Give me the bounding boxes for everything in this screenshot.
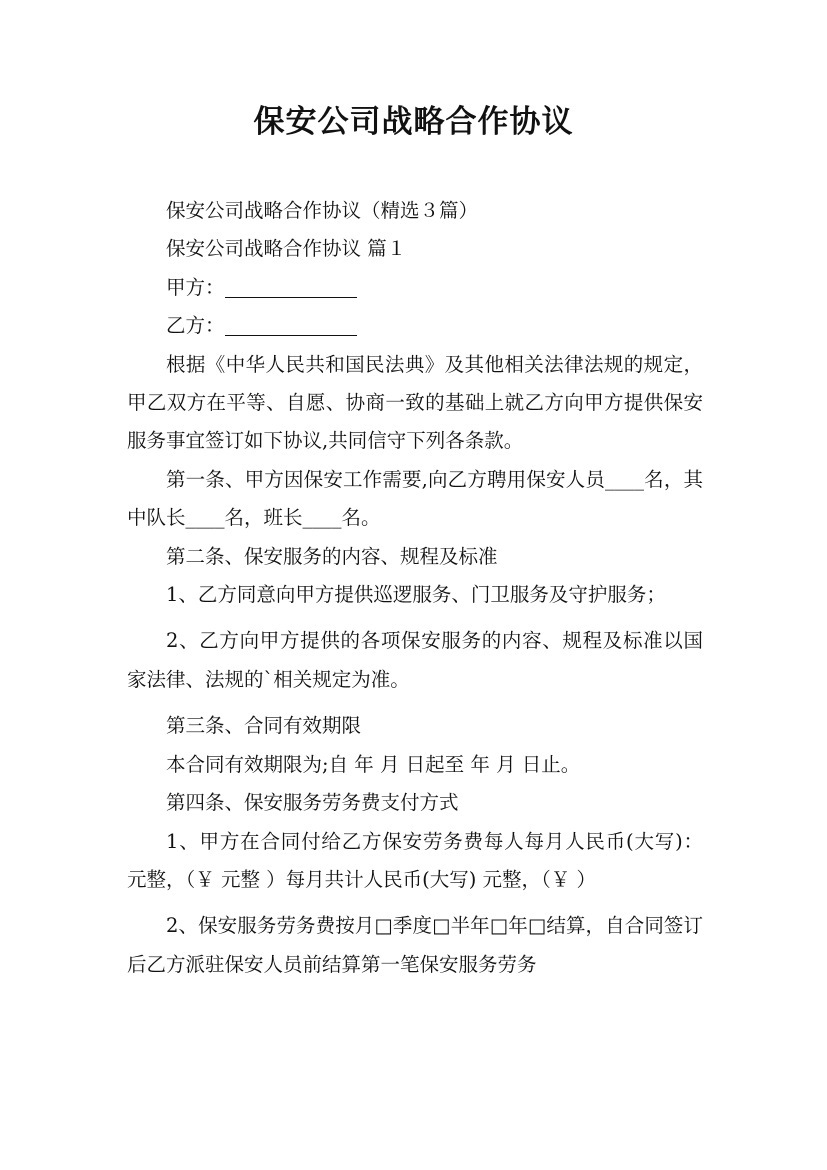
- spacer: [127, 699, 703, 707]
- paragraph-article-3-body: 本合同有效期限为;自 年 月 日起至 年 月 日止。: [166, 752, 581, 776]
- paragraph-article-3-heading: 第三条、合同有效期限: [166, 714, 362, 738]
- paragraph-article-4-item-2: 2、保安服务劳务费按月□季度□半年□年□结算，自合同签订后乙方派驻保安人员前结算第一笔保安服务劳务: [127, 914, 703, 976]
- paragraph-article-heading: 保安公司战略合作协议 篇１: [166, 237, 407, 261]
- party-b-blank: [225, 317, 357, 336]
- paragraph-article-4-heading: 第四条、保安服务劳务费支付方式: [166, 791, 459, 815]
- spacer: [127, 899, 703, 907]
- paragraph-subtitle: 保安公司战略合作协议（精选３篇）: [166, 199, 479, 222]
- paragraph-preamble: 根据《中华人民共和国民法典》及其他相关法律法规的规定，甲乙双方在平等、自愿、协商一致的基础上就乙方向甲方提供保安服务事宜签订如下协议,共同信守下列各条款。: [127, 352, 703, 453]
- document-body: [127, 192, 703, 984]
- paragraph-article-2-item-2: 2、乙方向甲方提供的各项保安服务的内容、规程及标准以国家法律、法规的`相关规定为准。: [127, 629, 703, 691]
- party-b-label: 乙方：: [166, 314, 225, 338]
- spacer: [127, 614, 703, 622]
- party-a-label: 甲方：: [166, 275, 225, 299]
- party-a-blank: [225, 279, 357, 298]
- party-a-line: [127, 269, 703, 307]
- paragraph-article-4-item-1: 1、甲方在合同付给乙方保安劳务费每人每月人民币(大写)： 元整，（￥ 元整 ）每月共计人民币(大写) 元整，（￥ ）: [127, 829, 703, 891]
- paragraph-article-2-heading: 第二条、保安服务的内容、规程及标准: [166, 544, 498, 568]
- paragraph-article-2-item-1: 1、乙方同意向甲方提供巡逻服务、门卫服务及守护服务；: [166, 583, 666, 607]
- paragraph-article-1: 第一条、甲方因保安工作需要,向乙方聘用保安人员____名，其中队长____名，班长____名。: [127, 467, 703, 530]
- document-title: 保安公司战略合作协议: [253, 104, 574, 140]
- party-b-line: [127, 307, 703, 345]
